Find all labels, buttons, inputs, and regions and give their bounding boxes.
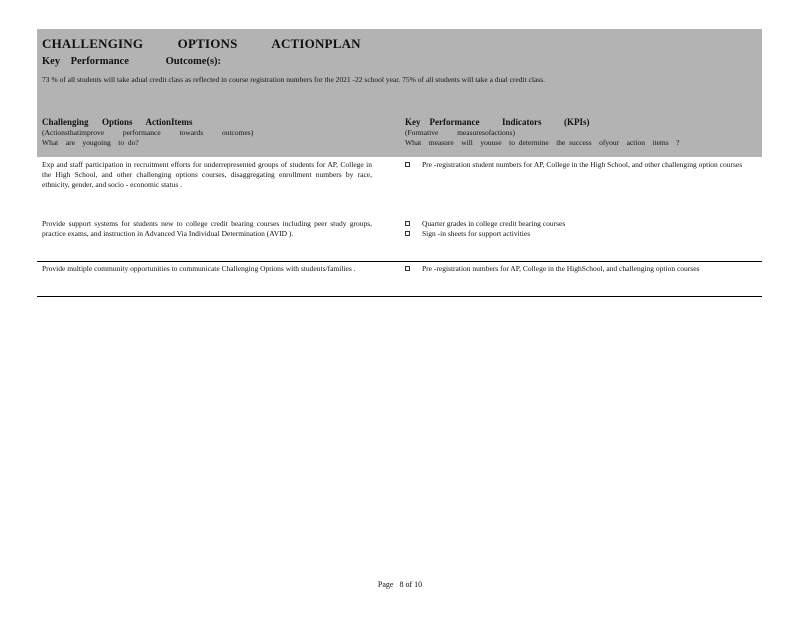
action-row bbox=[37, 219, 762, 259]
kpi-item bbox=[405, 229, 760, 239]
action-row bbox=[37, 264, 762, 296]
action-item-text: Provide support systems for students new to college credit bearing courses including peer study groups, practice exams, and instruction in Advanced Via Individual Determination (AVID ). bbox=[42, 219, 372, 238]
action-item-text: Provide multiple community opportunities to communicate Challenging Options with students/families . bbox=[42, 264, 356, 273]
outcome-statement: 73 % of all students will take adual credit class as reflected in course registration numbers for the 2021 -22 school year. 75% of all students will take a dual credit class. bbox=[42, 75, 545, 84]
action-items-title: Challenging Options ActionItems bbox=[42, 117, 193, 127]
kpi-list bbox=[405, 160, 760, 170]
kpi-heading bbox=[405, 117, 760, 148]
kpi-text: Quarter grades in college credit bearing courses bbox=[422, 219, 566, 228]
kpi-title: Key Performance Indicators (KPIs) bbox=[405, 117, 590, 127]
bullet-icon bbox=[405, 221, 410, 226]
action-items-heading bbox=[42, 117, 387, 148]
kpi-text: Pre -registration student numbers for AP, College in the High School, and other challenging option courses bbox=[422, 160, 743, 169]
kpi-text: Pre -registration numbers for AP, College in the HighSchool, and challenging option courses bbox=[422, 264, 700, 273]
bullet-icon bbox=[405, 231, 410, 236]
kpi-list bbox=[405, 219, 760, 239]
kpi-item bbox=[405, 264, 760, 274]
kpi-item bbox=[405, 160, 760, 170]
action-item-text: Exp and staff participation in recruitment efforts for underrepresented groups of students for AP, College in the High School, and other challenging options courses, disaggregating enrollment numbers by race, ethnicity, gender, and socio - economic status . bbox=[42, 160, 372, 189]
action-items-subtitle: (Actionsthatimprove performance towards outcomes) bbox=[42, 128, 254, 137]
bullet-icon bbox=[405, 266, 410, 271]
bullet-icon bbox=[405, 162, 410, 167]
kpi-question: What measure will youuse to determine the success ofyour action items ? bbox=[405, 138, 680, 147]
kpi-item bbox=[405, 219, 760, 229]
kpo-label: Key Performance Outcome(s): bbox=[42, 56, 222, 67]
page-number: Page 8 of 10 bbox=[377, 580, 423, 589]
kpi-list bbox=[405, 264, 760, 274]
page-title: CHALLENGING OPTIONS ACTIONPLAN bbox=[42, 36, 361, 51]
plan-header bbox=[37, 29, 762, 157]
action-row bbox=[37, 160, 762, 210]
action-items-question: What are yougoing to do? bbox=[42, 138, 139, 147]
kpi-subtitle: (Formative measuresofactions) bbox=[405, 128, 515, 137]
kpi-text: Sign -in sheets for support activities bbox=[422, 229, 531, 238]
